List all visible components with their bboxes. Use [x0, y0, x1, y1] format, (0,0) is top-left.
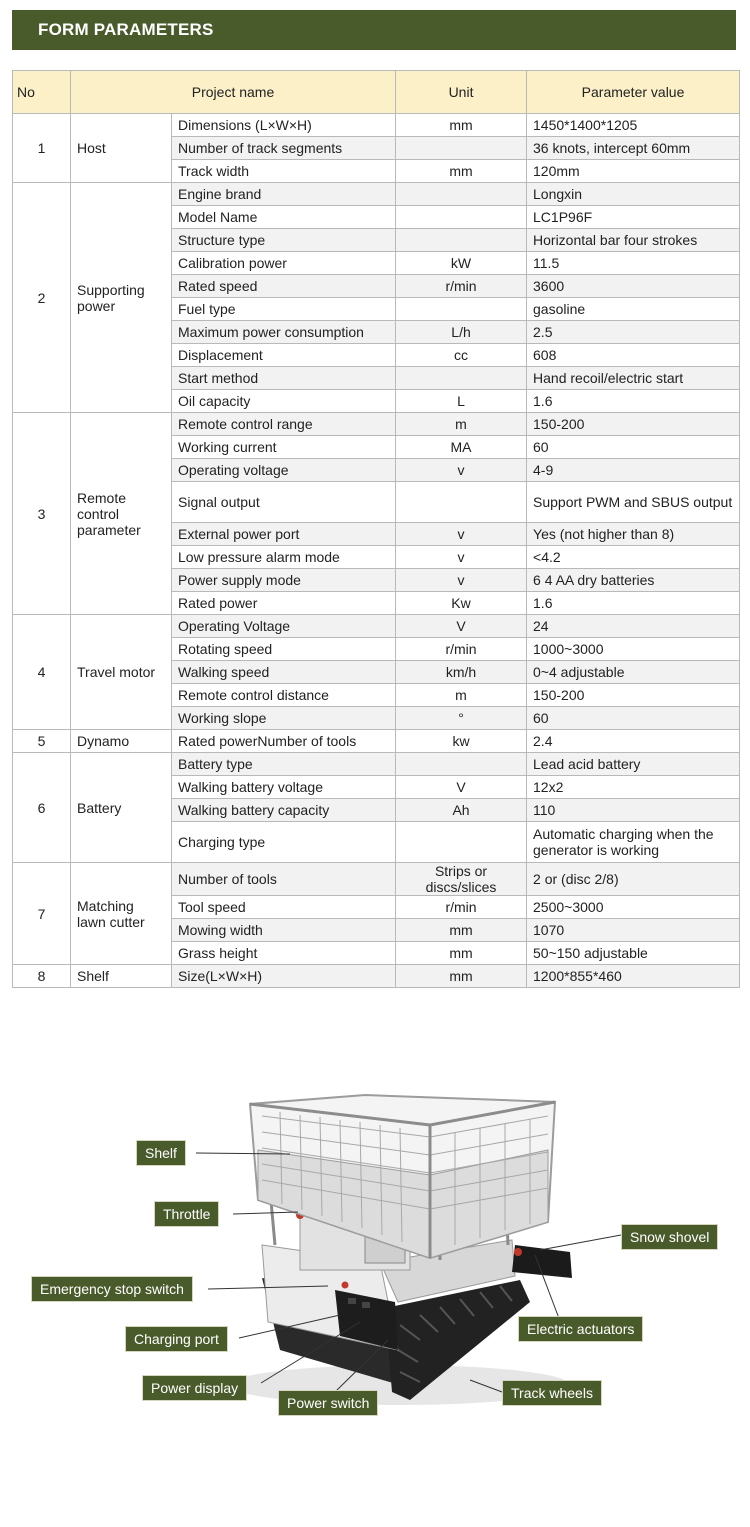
callout-power-switch: Power switch [278, 1390, 378, 1416]
parameter-value: 6 4 AA dry batteries [527, 569, 740, 592]
parameter-value: 1000~3000 [527, 638, 740, 661]
parameter-value: 120mm [527, 160, 740, 183]
parameter-unit [396, 367, 527, 390]
parameter-name: Oil capacity [172, 390, 396, 413]
parameter-name: Tool speed [172, 896, 396, 919]
group-name: Battery [71, 753, 172, 863]
callout-emergency-stop-switch: Emergency stop switch [31, 1276, 193, 1302]
parameter-name: Remote control distance [172, 684, 396, 707]
table-header-row [13, 71, 740, 114]
parameter-value: 50~150 adjustable [527, 942, 740, 965]
table-row [13, 413, 740, 436]
parameter-name: Calibration power [172, 252, 396, 275]
parameter-value: 60 [527, 707, 740, 730]
callout-track-wheels: Track wheels [502, 1380, 602, 1406]
header-no: No [13, 71, 71, 114]
parameter-name: Low pressure alarm mode [172, 546, 396, 569]
parameter-value: Yes (not higher than 8) [527, 523, 740, 546]
parameter-value: 1.6 [527, 390, 740, 413]
parameter-value: <4.2 [527, 546, 740, 569]
table-row [13, 183, 740, 206]
parameter-unit: kw [396, 730, 527, 753]
parameter-value: 1.6 [527, 592, 740, 615]
parameter-name: Structure type [172, 229, 396, 252]
group-name: Supporting power [71, 183, 172, 413]
callout-throttle: Throttle [154, 1201, 219, 1227]
parameter-value: 36 knots, intercept 60mm [527, 137, 740, 160]
group-name: Dynamo [71, 730, 172, 753]
parameter-name: Engine brand [172, 183, 396, 206]
group-name: Remote control parameter [71, 413, 172, 615]
group-name: Shelf [71, 965, 172, 988]
parameter-value: 12x2 [527, 776, 740, 799]
parameter-value: Hand recoil/electric start [527, 367, 740, 390]
group-number: 8 [13, 965, 71, 988]
parameter-name: Size(L×W×H) [172, 965, 396, 988]
parameter-name: Rated power [172, 592, 396, 615]
parameter-unit: mm [396, 114, 527, 137]
parameter-value: 110 [527, 799, 740, 822]
parameter-unit: km/h [396, 661, 527, 684]
table-row [13, 114, 740, 137]
parameter-value: Automatic charging when the generator is working [527, 822, 740, 863]
group-name: Travel motor [71, 615, 172, 730]
parameter-name: Rotating speed [172, 638, 396, 661]
parameter-name: Walking speed [172, 661, 396, 684]
parameter-value: 0~4 adjustable [527, 661, 740, 684]
parameter-name: External power port [172, 523, 396, 546]
table-row [13, 730, 740, 753]
parameter-unit: r/min [396, 896, 527, 919]
parameter-value: 11.5 [527, 252, 740, 275]
section-header [12, 10, 736, 50]
parameter-value: 3600 [527, 275, 740, 298]
parameter-value: Longxin [527, 183, 740, 206]
parameter-unit [396, 822, 527, 863]
parameter-value: 4-9 [527, 459, 740, 482]
parameter-value: gasoline [527, 298, 740, 321]
parameter-value: 60 [527, 436, 740, 459]
parameter-unit: L/h [396, 321, 527, 344]
parameter-unit: v [396, 546, 527, 569]
callout-charging-port: Charging port [125, 1326, 228, 1352]
group-number: 1 [13, 114, 71, 183]
parameter-name: Rated powerNumber of tools [172, 730, 396, 753]
callout-electric-actuators: Electric actuators [518, 1316, 643, 1342]
parameter-name: Operating Voltage [172, 615, 396, 638]
product-photo-area [0, 1040, 750, 1480]
callout-power-display: Power display [142, 1375, 247, 1401]
parameter-unit: m [396, 413, 527, 436]
parameter-unit: ° [396, 707, 527, 730]
parameter-unit [396, 229, 527, 252]
parameter-unit: m [396, 684, 527, 707]
parameter-name: Working slope [172, 707, 396, 730]
parameter-name: Grass height [172, 942, 396, 965]
group-number: 5 [13, 730, 71, 753]
parameter-unit [396, 753, 527, 776]
parameter-unit [396, 298, 527, 321]
parameter-value: 2500~3000 [527, 896, 740, 919]
parameter-name: Maximum power consumption [172, 321, 396, 344]
parameter-unit: Strips or discs/slices [396, 863, 527, 896]
parameter-name: Displacement [172, 344, 396, 367]
parameter-unit: r/min [396, 275, 527, 298]
parameter-value: 2 or (disc 2/8) [527, 863, 740, 896]
table-row [13, 965, 740, 988]
parameter-unit [396, 183, 527, 206]
parameter-unit: Kw [396, 592, 527, 615]
parameter-value: 150-200 [527, 684, 740, 707]
parameter-value: 1450*1400*1205 [527, 114, 740, 137]
parameter-name: Track width [172, 160, 396, 183]
parameter-unit: v [396, 523, 527, 546]
table-row [13, 615, 740, 638]
parameter-unit [396, 482, 527, 523]
parameter-unit [396, 137, 527, 160]
group-number: 3 [13, 413, 71, 615]
parameter-value: Lead acid battery [527, 753, 740, 776]
parameter-value: LC1P96F [527, 206, 740, 229]
parameter-unit: Ah [396, 799, 527, 822]
parameter-name: Power supply mode [172, 569, 396, 592]
parameter-name: Mowing width [172, 919, 396, 942]
table-row [13, 863, 740, 896]
parameter-name: Model Name [172, 206, 396, 229]
callout-snow-shovel: Snow shovel [621, 1224, 718, 1250]
parameter-name: Battery type [172, 753, 396, 776]
table-row [13, 753, 740, 776]
parameter-value: 1070 [527, 919, 740, 942]
parameter-value: Support PWM and SBUS output [527, 482, 740, 523]
parameter-name: Walking battery voltage [172, 776, 396, 799]
group-name: Matching lawn cutter [71, 863, 172, 965]
parameter-unit: MA [396, 436, 527, 459]
parameter-name: Working current [172, 436, 396, 459]
parameter-unit: mm [396, 965, 527, 988]
parameter-name: Number of track segments [172, 137, 396, 160]
parameter-unit: mm [396, 942, 527, 965]
parameter-name: Number of tools [172, 863, 396, 896]
parameter-name: Dimensions (L×W×H) [172, 114, 396, 137]
parameter-value: 24 [527, 615, 740, 638]
parameter-value: 2.5 [527, 321, 740, 344]
group-name: Host [71, 114, 172, 183]
group-number: 2 [13, 183, 71, 413]
parameter-value: 1200*855*460 [527, 965, 740, 988]
parameter-name: Charging type [172, 822, 396, 863]
parameter-name: Start method [172, 367, 396, 390]
parameter-unit: cc [396, 344, 527, 367]
parameter-unit: mm [396, 160, 527, 183]
section-title: FORM PARAMETERS [38, 20, 214, 39]
parameter-name: Signal output [172, 482, 396, 523]
parameter-unit: v [396, 569, 527, 592]
parameter-name: Operating voltage [172, 459, 396, 482]
header-parameter-value: Parameter value [527, 71, 740, 114]
parameter-name: Remote control range [172, 413, 396, 436]
parameter-name: Fuel type [172, 298, 396, 321]
parameter-value: 608 [527, 344, 740, 367]
header-unit: Unit [396, 71, 527, 114]
parameter-value: Horizontal bar four strokes [527, 229, 740, 252]
parameter-unit [396, 206, 527, 229]
parameter-name: Walking battery capacity [172, 799, 396, 822]
callout-shelf: Shelf [136, 1140, 186, 1166]
parameter-unit: kW [396, 252, 527, 275]
header-project-name: Project name [71, 71, 396, 114]
parameter-unit: mm [396, 919, 527, 942]
parameter-unit: r/min [396, 638, 527, 661]
group-number: 4 [13, 615, 71, 730]
parameter-unit: V [396, 776, 527, 799]
parameter-value: 2.4 [527, 730, 740, 753]
parameter-unit: V [396, 615, 527, 638]
parameter-unit: L [396, 390, 527, 413]
parameter-value: 150-200 [527, 413, 740, 436]
parameter-table [12, 70, 740, 988]
parameter-name: Rated speed [172, 275, 396, 298]
parameter-unit: v [396, 459, 527, 482]
group-number: 7 [13, 863, 71, 965]
group-number: 6 [13, 753, 71, 863]
